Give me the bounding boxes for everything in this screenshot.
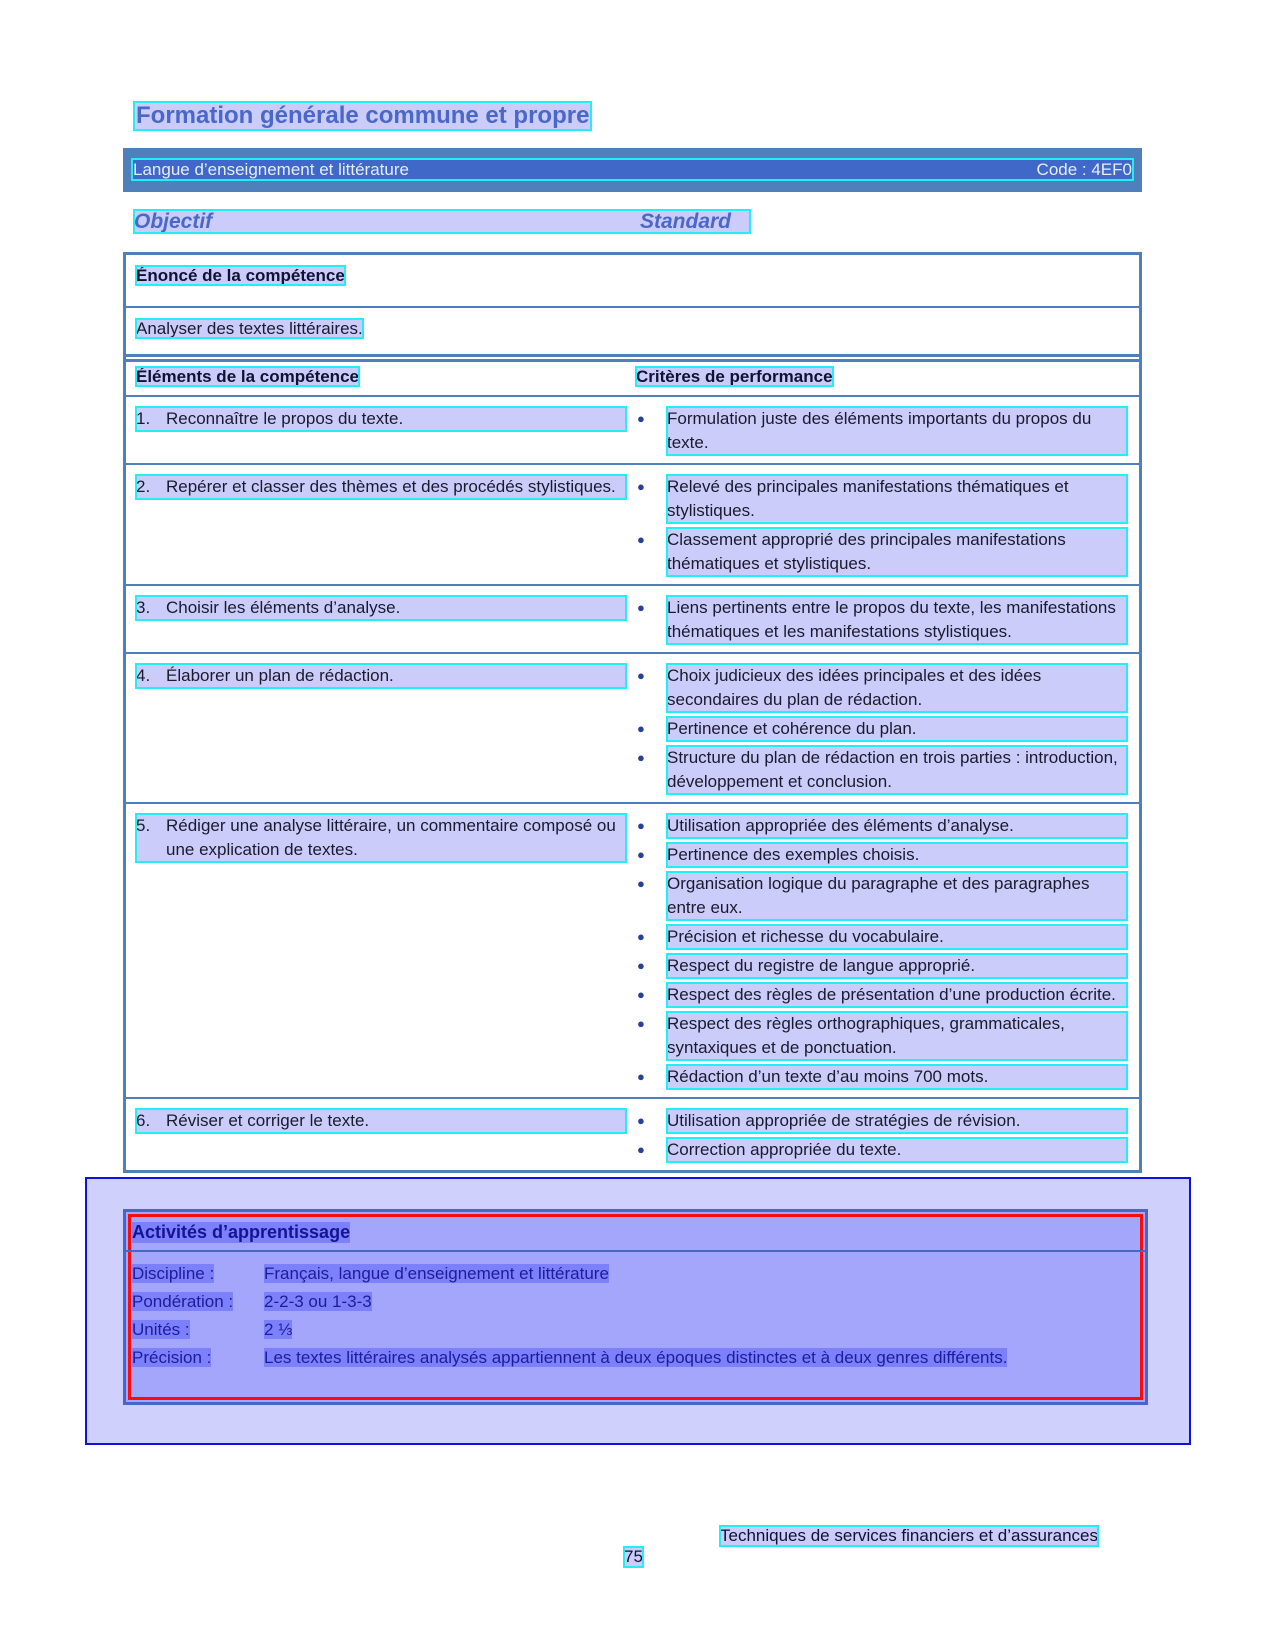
- col-header-criteres: Critères de performance: [636, 367, 833, 386]
- element-text: Reconnaître le propos du texte.: [166, 409, 404, 428]
- page-number: 75: [624, 1547, 643, 1566]
- competence-table: [123, 354, 1142, 1173]
- enonce-text: Analyser des textes littéraires.: [136, 319, 363, 338]
- element-text: Rédiger une analyse littéraire, un commentaire composé ou une explication de textes.: [166, 816, 616, 859]
- bullet-icon: ●: [637, 847, 645, 862]
- bullet-icon: ●: [637, 479, 645, 494]
- element-text: Élaborer un plan de rédaction.: [166, 666, 394, 685]
- activity-row-discipline: Discipline : Français, langue d’enseignement et littérature: [132, 1264, 609, 1283]
- course-code: Code : 4EF0: [1036, 159, 1132, 179]
- element-text: Choisir les éléments d’analyse.: [166, 598, 401, 617]
- bullet-icon: ●: [637, 1016, 645, 1031]
- table-row: 5. Rédiger une analyse littéraire, un commentaire composé ou une explication de textes. ● Utilisation appropriée des éléments d’analyse. ● Pertinence des exemples choisis. ● Organisation logique du paragraphe et des paragraphes entre eux. ● Précision et richesse du vocabulaire. ● Respect du registre de langue approprié. ● Respect des règles de présentation d’une production écrite. ● Respect des règles orthographiques, grammaticales, syntaxiques et de ponctuation. ● Rédaction d’un texte d’au moins 700 mots.: [125, 803, 1141, 1098]
- course-name: Langue d’enseignement et littérature: [133, 159, 409, 179]
- table-row: 2. Repérer et classer des thèmes et des procédés stylistiques. ● Relevé des principales manifestations thématiques et stylistiques. ● Classement approprié des principales manifestations thématiques et stylistiques.: [125, 464, 1141, 585]
- objectif-label: Objectif: [134, 210, 213, 233]
- bullet-icon: ●: [637, 987, 645, 1002]
- table-row: 1. Reconnaître le propos du texte. ● Formulation juste des éléments importants du propos du texte.: [125, 396, 1141, 464]
- activity-row-unites: Unités : 2 ⅓: [132, 1320, 293, 1339]
- bullet-icon: ●: [637, 1142, 645, 1157]
- course-header-band: [123, 148, 1142, 192]
- objective-standard-row: [134, 210, 750, 233]
- table-row: 4. Élaborer un plan de rédaction. ● Choix judicieux des idées principales et des idées secondaires du plan de rédaction. ● Pertinence et cohérence du plan. ● Structure du plan de rédaction en trois parties : introduction, développement et conclusion.: [125, 653, 1141, 803]
- bullet-icon: ●: [637, 411, 645, 426]
- page-title: Formation générale commune et propre: [136, 102, 590, 129]
- bullet-icon: ●: [637, 1069, 645, 1084]
- bullet-icon: ●: [637, 1113, 645, 1128]
- footer-program: Techniques de services financiers et d’assurances: [720, 1526, 1098, 1545]
- enonce-table: [123, 252, 1142, 362]
- bullet-icon: ●: [637, 532, 645, 547]
- col-header-elements: Éléments de la compétence: [136, 367, 359, 386]
- table-row: 6. Réviser et corriger le texte. ● Utilisation appropriée de stratégies de révision. ● Correction appropriée du texte.: [125, 1098, 1141, 1172]
- activity-row-precision: Précision : Les textes littéraires analysés appartiennent à deux époques distinctes et à deux genres différents.: [132, 1348, 1008, 1367]
- bullet-icon: ●: [637, 668, 645, 683]
- bullet-icon: ●: [637, 600, 645, 615]
- activites-box: [123, 1209, 1148, 1405]
- table-row: 3. Choisir les éléments d’analyse. ● Liens pertinents entre le propos du texte, les manifestations thématiques et les manifestations stylistiques.: [125, 585, 1141, 653]
- bullet-icon: ●: [637, 876, 645, 891]
- activity-row-ponderation: Pondération : 2-2-3 ou 1-3-3: [132, 1292, 372, 1311]
- bullet-icon: ●: [637, 958, 645, 973]
- bullet-icon: ●: [637, 818, 645, 833]
- bullet-icon: ●: [637, 721, 645, 736]
- enonce-heading: Énoncé de la compétence: [136, 266, 345, 285]
- bullet-icon: ●: [637, 750, 645, 765]
- activites-heading: Activités d’apprentissage: [132, 1222, 351, 1242]
- bullet-icon: ●: [637, 929, 645, 944]
- standard-label: Standard: [640, 210, 732, 233]
- element-text: Repérer et classer des thèmes et des procédés stylistiques.: [166, 477, 616, 496]
- element-text: Réviser et corriger le texte.: [166, 1111, 370, 1130]
